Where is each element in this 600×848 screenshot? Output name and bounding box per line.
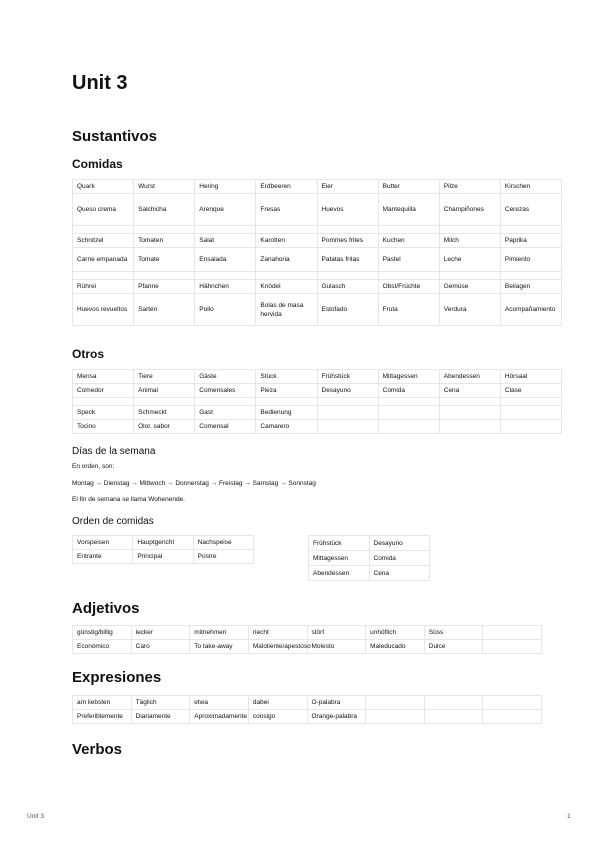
section-expresiones: Expresiones xyxy=(72,669,162,686)
table-cell: Maleducado xyxy=(366,640,425,654)
table-cell xyxy=(378,226,439,234)
adjetivos-table-wrapper xyxy=(72,625,528,654)
table-cell: Tiere xyxy=(134,370,195,384)
table-cell: Comedor xyxy=(73,384,134,398)
table-cell: Gäste xyxy=(195,370,256,384)
table-cell: Mittagessen xyxy=(309,551,370,566)
table-cell: O-palabra xyxy=(307,696,366,710)
table-cell xyxy=(483,626,542,640)
table-row xyxy=(73,384,562,398)
table-cell: Pommes frites xyxy=(317,234,378,248)
section-orden: Orden de comidas xyxy=(72,516,154,527)
table-row xyxy=(309,566,430,581)
table-cell: Sartén xyxy=(134,294,195,326)
otros-table xyxy=(72,369,562,434)
table-cell: Caro xyxy=(131,640,190,654)
table-cell: Leche xyxy=(439,248,500,272)
page-title: Unit 3 xyxy=(72,72,128,94)
table-cell xyxy=(439,226,500,234)
table-cell: Erdbeeren xyxy=(256,180,317,194)
table-cell: Stück xyxy=(256,370,317,384)
table-cell: Molesto xyxy=(307,640,366,654)
table-cell: riecht xyxy=(248,626,307,640)
table-cell: Pieza xyxy=(256,384,317,398)
table-cell: Hering xyxy=(195,180,256,194)
table-cell xyxy=(424,710,483,724)
table-cell xyxy=(483,710,542,724)
page-number: 1 xyxy=(567,813,571,820)
table-cell xyxy=(483,640,542,654)
table-cell: Speck xyxy=(73,406,134,420)
table-cell: Huevos xyxy=(317,194,378,226)
table-cell xyxy=(317,420,378,434)
table-cell xyxy=(500,420,561,434)
table-cell: Gulasch xyxy=(317,280,378,294)
table-cell: Clase xyxy=(500,384,561,398)
table-cell: Pimiento xyxy=(500,248,561,272)
table-cell: Beilagen xyxy=(500,280,561,294)
table-cell: unhöflich xyxy=(366,626,425,640)
table-cell: To take-away xyxy=(190,640,249,654)
table-row xyxy=(73,194,562,226)
table-cell xyxy=(134,226,195,234)
table-cell: Comensal xyxy=(195,420,256,434)
table-cell xyxy=(439,406,500,420)
table-cell: Eier xyxy=(317,180,378,194)
table-row xyxy=(73,626,542,640)
table-cell: Fresas xyxy=(256,194,317,226)
section-comidas: Comidas xyxy=(72,157,123,171)
table-cell: Dulce xyxy=(424,640,483,654)
table-row xyxy=(73,226,562,234)
table-cell xyxy=(439,272,500,280)
table-cell xyxy=(134,398,195,406)
table-row xyxy=(73,640,542,654)
expresiones-table xyxy=(72,695,542,724)
table-cell xyxy=(317,406,378,420)
table-row xyxy=(309,536,430,551)
comidas-table-wrapper xyxy=(72,179,556,326)
table-cell: Karotten xyxy=(256,234,317,248)
table-cell: günstig/billig xyxy=(73,626,132,640)
table-cell xyxy=(134,272,195,280)
table-cell: Cerezas xyxy=(500,194,561,226)
table-row xyxy=(73,696,542,710)
dias-intro: En orden, son: xyxy=(72,463,115,470)
expresiones-table-wrapper xyxy=(72,695,528,724)
table-cell: Desayuno xyxy=(369,536,430,551)
adjetivos-table xyxy=(72,625,542,654)
section-dias: Días de la semana xyxy=(72,446,156,457)
table-cell: Abendessen xyxy=(309,566,370,581)
table-cell: Cena xyxy=(439,384,500,398)
table-cell: Pilze xyxy=(439,180,500,194)
table-cell xyxy=(378,420,439,434)
table-cell: Mantequilla xyxy=(378,194,439,226)
table-cell: Arenque xyxy=(195,194,256,226)
table-cell: Mensa xyxy=(73,370,134,384)
table-cell xyxy=(439,398,500,406)
table-cell: Orange-palabra xyxy=(307,710,366,724)
section-otros: Otros xyxy=(72,347,105,361)
table-cell xyxy=(500,398,561,406)
table-row xyxy=(73,294,562,326)
table-cell xyxy=(317,226,378,234)
table-cell: Bolas de masa hervida xyxy=(256,294,317,326)
table-cell: Gast xyxy=(195,406,256,420)
table-cell: Schmeckt xyxy=(134,406,195,420)
table-cell: Maloliente/apestoso xyxy=(248,640,307,654)
otros-table-wrapper xyxy=(72,369,528,434)
table-cell: Milch xyxy=(439,234,500,248)
table-cell: Aproximadamente xyxy=(190,710,249,724)
table-cell: Preferiblemente xyxy=(73,710,132,724)
table-cell: Champiñones xyxy=(439,194,500,226)
table-cell: Tomate xyxy=(134,248,195,272)
dias-weekend: El fin de semana se llama Wohenende. xyxy=(72,496,185,503)
table-row xyxy=(73,420,562,434)
section-adjetivos: Adjetivos xyxy=(72,600,140,617)
section-sustantivos: Sustantivos xyxy=(72,128,158,145)
table-cell: Gemüse xyxy=(439,280,500,294)
table-cell: Queso crema xyxy=(73,194,134,226)
table-cell: Quark xyxy=(73,180,134,194)
table-cell: Acompañamiento xyxy=(500,294,561,326)
table-cell: Carne empanada xyxy=(73,248,134,272)
table-cell: Huevos revueltos xyxy=(73,294,134,326)
table-cell xyxy=(500,406,561,420)
table-row xyxy=(73,180,562,194)
table-cell xyxy=(378,272,439,280)
table-cell xyxy=(73,398,134,406)
table-row xyxy=(73,398,562,406)
table-cell xyxy=(366,710,425,724)
table-cell xyxy=(73,226,134,234)
table-cell: Camarero xyxy=(256,420,317,434)
table-cell: am liebsten xyxy=(73,696,132,710)
orden-table-right xyxy=(308,535,430,581)
table-cell: Estofado xyxy=(317,294,378,326)
table-cell xyxy=(73,272,134,280)
table-cell: Frühstück xyxy=(317,370,378,384)
table-cell: Mittagessen xyxy=(378,370,439,384)
table-cell: Postre xyxy=(193,550,253,564)
table-row xyxy=(73,406,562,420)
table-cell: Vorspeisen xyxy=(73,536,133,550)
table-cell: Diariamente xyxy=(131,710,190,724)
table-cell xyxy=(256,226,317,234)
table-cell: Paprika xyxy=(500,234,561,248)
table-cell: Nachspeise xyxy=(193,536,253,550)
table-cell: Tocino xyxy=(73,420,134,434)
table-cell: Salat xyxy=(195,234,256,248)
table-cell: Comida xyxy=(369,551,430,566)
table-row xyxy=(73,280,562,294)
table-cell xyxy=(195,272,256,280)
table-cell xyxy=(424,696,483,710)
table-cell: Täglich xyxy=(131,696,190,710)
table-cell xyxy=(317,398,378,406)
table-cell: Süss xyxy=(424,626,483,640)
footer-title: Unit 3 xyxy=(27,813,44,820)
section-verbos: Verbos xyxy=(72,741,123,758)
table-row xyxy=(73,234,562,248)
table-cell: Patatas fritas xyxy=(317,248,378,272)
table-cell xyxy=(195,226,256,234)
table-cell xyxy=(378,398,439,406)
table-cell: Hähnchen xyxy=(195,280,256,294)
table-cell xyxy=(483,696,542,710)
table-cell: stört xyxy=(307,626,366,640)
table-cell: Verdura xyxy=(439,294,500,326)
table-cell: lecker xyxy=(131,626,190,640)
table-cell: Pastel xyxy=(378,248,439,272)
table-cell: Pfanne xyxy=(134,280,195,294)
table-row xyxy=(73,248,562,272)
table-cell xyxy=(256,398,317,406)
table-row xyxy=(73,536,254,550)
comidas-table xyxy=(72,179,562,326)
table-cell: Frühstück xyxy=(309,536,370,551)
table-cell: dabei xyxy=(248,696,307,710)
table-cell: Salchicha xyxy=(134,194,195,226)
table-cell: etwa xyxy=(190,696,249,710)
table-cell xyxy=(195,398,256,406)
table-cell: Entrante xyxy=(73,550,133,564)
table-cell: Rührei xyxy=(73,280,134,294)
table-cell: Olor, sabor xyxy=(134,420,195,434)
table-cell: Kirschen xyxy=(500,180,561,194)
table-cell: Wurst xyxy=(134,180,195,194)
table-cell: Kuchen xyxy=(378,234,439,248)
table-cell: Bedienung xyxy=(256,406,317,420)
table-cell: Ensalada xyxy=(195,248,256,272)
table-cell xyxy=(378,406,439,420)
table-cell xyxy=(256,272,317,280)
table-cell xyxy=(500,272,561,280)
table-cell: Principal xyxy=(133,550,193,564)
table-cell: Knödel xyxy=(256,280,317,294)
table-cell xyxy=(366,696,425,710)
table-cell: Cena xyxy=(369,566,430,581)
table-cell xyxy=(317,272,378,280)
table-cell: Hörsaal xyxy=(500,370,561,384)
table-cell: Butter xyxy=(378,180,439,194)
table-cell: Económico xyxy=(73,640,132,654)
table-cell: Schnitzel xyxy=(73,234,134,248)
table-cell: Abendessen xyxy=(439,370,500,384)
table-cell: consigo xyxy=(248,710,307,724)
dias-sequence: Montag → Dienstag → Mittwoch → Donnerstag → Freistag → Samstag → Sonnstag xyxy=(72,480,316,487)
table-cell: Animal xyxy=(134,384,195,398)
table-cell: Obst/Früchte xyxy=(378,280,439,294)
table-cell: Tomaten xyxy=(134,234,195,248)
table-cell: Fruta xyxy=(378,294,439,326)
table-row xyxy=(73,710,542,724)
table-cell: Zanahoria xyxy=(256,248,317,272)
table-cell: Comensales xyxy=(195,384,256,398)
table-row xyxy=(73,550,254,564)
table-cell xyxy=(500,226,561,234)
table-cell: Comida xyxy=(378,384,439,398)
orden-table-left xyxy=(72,535,254,564)
table-cell: Hauptgericht xyxy=(133,536,193,550)
table-row xyxy=(73,370,562,384)
table-cell: Desayuno xyxy=(317,384,378,398)
table-row xyxy=(73,272,562,280)
table-cell xyxy=(439,420,500,434)
table-row xyxy=(309,551,430,566)
table-cell: mitnehmen xyxy=(190,626,249,640)
table-cell: Pollo xyxy=(195,294,256,326)
